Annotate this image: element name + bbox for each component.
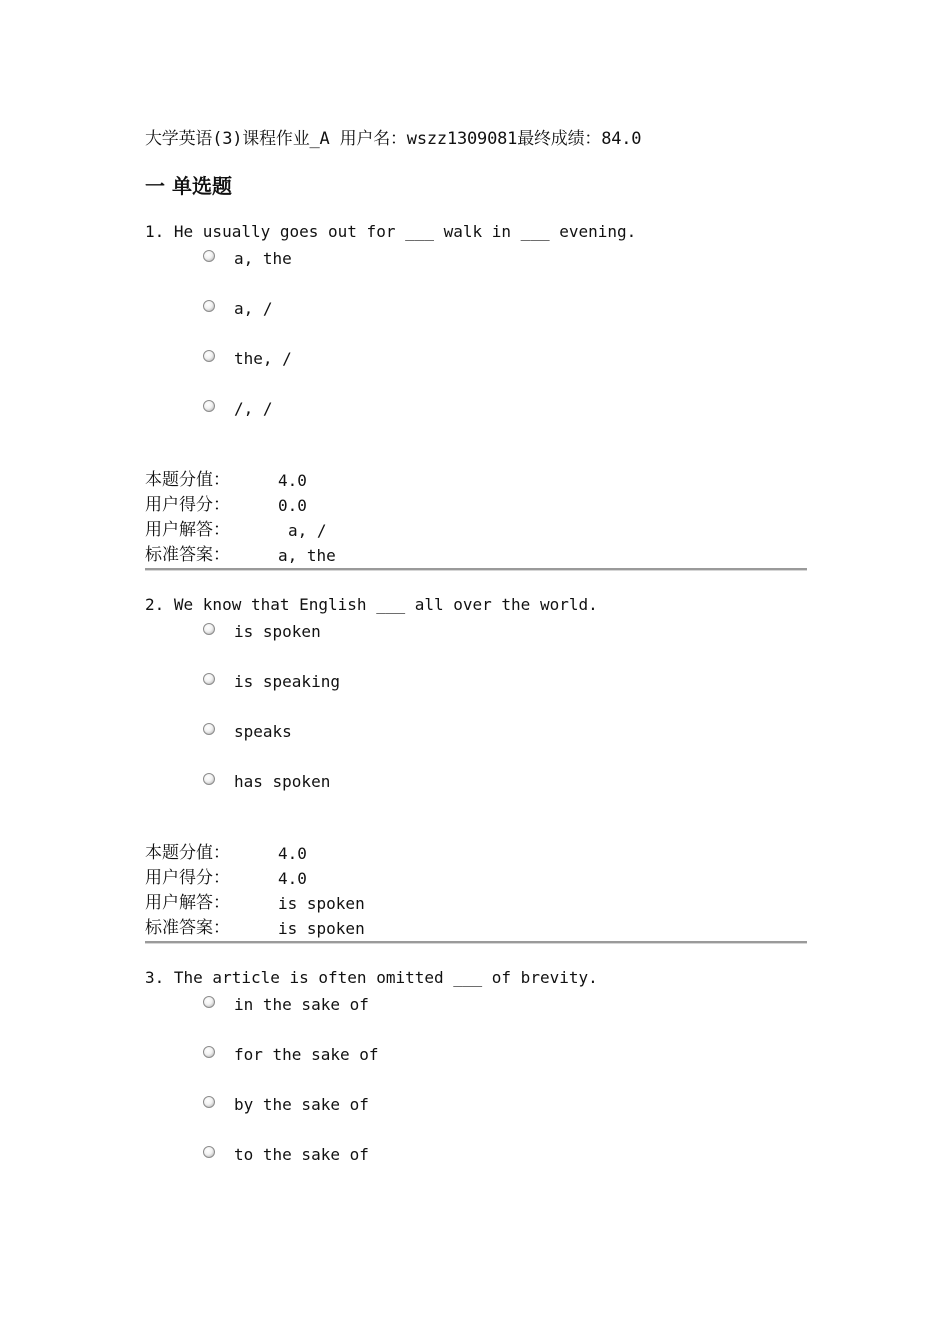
user-score-label: 用户得分： <box>145 495 230 515</box>
user-answer-value: is spoken <box>278 894 365 913</box>
score-value: 4.0 <box>278 844 307 863</box>
option-item[interactable] <box>145 298 807 348</box>
option-label: to the sake of <box>234 1145 369 1164</box>
user-answer-label: 用户解答： <box>145 520 230 540</box>
option-label: the, / <box>234 349 292 368</box>
user-score-value: 0.0 <box>278 496 307 515</box>
divider <box>145 941 807 944</box>
document-header: 大学英语(3)课程作业_A 用户名：wszz1309081最终成绩：84.0 <box>145 129 642 149</box>
standard-answer-row <box>145 916 807 941</box>
radio-button[interactable] <box>203 996 215 1008</box>
score-label: 本题分值： <box>145 470 230 490</box>
section-title: 一 单选题 <box>145 174 232 198</box>
radio-button[interactable] <box>203 1096 215 1108</box>
option-label: is spoken <box>234 622 321 641</box>
radio-button[interactable] <box>203 1046 215 1058</box>
user-answer-label: 用户解答： <box>145 893 230 913</box>
option-item[interactable] <box>145 994 807 1044</box>
score-row <box>145 468 807 493</box>
option-label: for the sake of <box>234 1045 379 1064</box>
option-list <box>145 621 807 821</box>
option-item[interactable] <box>145 671 807 721</box>
user-score-label: 用户得分： <box>145 868 230 888</box>
option-label: is speaking <box>234 672 340 691</box>
option-item[interactable] <box>145 721 807 771</box>
option-label: speaks <box>234 722 292 741</box>
question-text: 2. We know that English ___ all over the world. <box>145 595 598 614</box>
option-item[interactable] <box>145 348 807 398</box>
question-1 <box>145 220 807 448</box>
option-item[interactable] <box>145 1144 807 1194</box>
standard-answer-value: a, the <box>278 546 336 565</box>
option-item[interactable] <box>145 1044 807 1094</box>
option-item[interactable] <box>145 1094 807 1144</box>
option-label: a, the <box>234 249 292 268</box>
radio-button[interactable] <box>203 773 215 785</box>
standard-answer-label: 标准答案： <box>145 918 230 938</box>
option-item[interactable] <box>145 771 807 821</box>
question-1-result <box>145 468 807 571</box>
standard-answer-row <box>145 543 807 568</box>
option-label: by the sake of <box>234 1095 369 1114</box>
divider <box>145 568 807 571</box>
radio-button[interactable] <box>203 723 215 735</box>
radio-button[interactable] <box>203 673 215 685</box>
radio-button[interactable] <box>203 400 215 412</box>
option-item[interactable] <box>145 248 807 298</box>
option-item[interactable] <box>145 621 807 671</box>
user-score-value: 4.0 <box>278 869 307 888</box>
score-value: 4.0 <box>278 471 307 490</box>
radio-button[interactable] <box>203 1146 215 1158</box>
question-text: 3. The article is often omitted ___ of brevity. <box>145 968 598 987</box>
option-label: /, / <box>234 399 273 418</box>
option-list <box>145 994 807 1194</box>
user-answer-row <box>145 518 807 543</box>
score-row <box>145 841 807 866</box>
option-list <box>145 248 807 448</box>
option-label: has spoken <box>234 772 331 791</box>
question-2 <box>145 593 807 821</box>
question-2-result <box>145 841 807 944</box>
option-item[interactable] <box>145 398 807 448</box>
radio-button[interactable] <box>203 623 215 635</box>
radio-button[interactable] <box>203 250 215 262</box>
question-3 <box>145 966 807 1194</box>
option-label: in the sake of <box>234 995 369 1014</box>
score-label: 本题分值： <box>145 843 230 863</box>
standard-answer-value: is spoken <box>278 919 365 938</box>
user-answer-row <box>145 891 807 916</box>
option-label: a, / <box>234 299 273 318</box>
radio-button[interactable] <box>203 350 215 362</box>
user-score-row <box>145 493 807 518</box>
radio-button[interactable] <box>203 300 215 312</box>
standard-answer-label: 标准答案： <box>145 545 230 565</box>
user-score-row <box>145 866 807 891</box>
question-text: 1. He usually goes out for ___ walk in ___ evening. <box>145 222 637 241</box>
user-answer-value: a, / <box>288 521 327 540</box>
